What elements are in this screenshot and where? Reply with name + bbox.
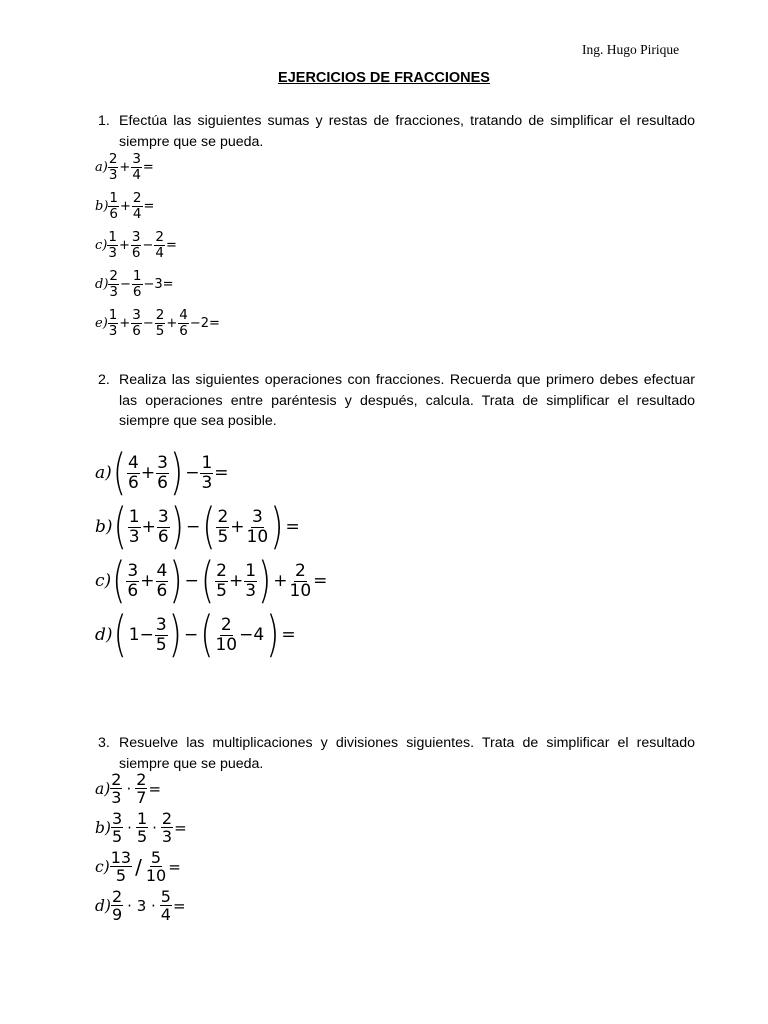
fraction	[108, 269, 119, 299]
exercise-label: c)	[95, 571, 112, 591]
numerator: 1	[108, 229, 117, 245]
fraction	[131, 230, 142, 260]
operator: +	[140, 571, 155, 591]
fraction	[214, 616, 238, 654]
denominator: 10	[215, 634, 238, 655]
exercise-3a	[95, 771, 162, 807]
exercise-label: a)	[95, 159, 108, 175]
operator: =	[172, 896, 186, 915]
operator: −	[120, 276, 131, 292]
operator: +	[166, 315, 178, 331]
denominator: 6	[128, 472, 139, 493]
denominator: 3	[201, 472, 213, 493]
exercise-label: b)	[95, 198, 109, 214]
fraction	[110, 849, 132, 885]
fraction	[160, 888, 172, 924]
right-parenthesis: )	[266, 606, 280, 664]
denominator: 5	[216, 580, 227, 601]
fraction	[244, 562, 257, 600]
operator: =	[281, 625, 296, 645]
operator: −	[142, 237, 154, 253]
section-number: 1.	[98, 113, 110, 129]
denominator: 5	[111, 827, 123, 847]
exercise-label: d)	[95, 896, 111, 915]
operator: · 3 ·	[127, 896, 156, 915]
exercise-3b	[95, 810, 188, 846]
numerator: 3	[111, 809, 123, 828]
denominator: 3	[128, 526, 140, 547]
numerator: 3	[127, 561, 139, 582]
operator: ·	[126, 779, 132, 798]
operator: =	[313, 571, 328, 591]
operator: +	[228, 571, 244, 591]
denominator: 3	[108, 244, 117, 261]
numerator: 1	[132, 268, 142, 284]
denominator: 6	[179, 322, 188, 339]
operator: +	[141, 517, 156, 537]
fraction	[108, 308, 119, 338]
numerator: 4	[128, 453, 139, 474]
exercise-2b	[95, 498, 301, 556]
left-parenthesis: (	[200, 552, 215, 610]
numerator: 1	[128, 507, 140, 528]
operator: +	[120, 198, 131, 214]
operator: +	[230, 517, 245, 537]
right-parenthesis: )	[170, 498, 184, 556]
denominator: 6	[127, 580, 139, 601]
numerator: 2	[217, 507, 229, 528]
left-parenthesis: (	[202, 498, 216, 556]
denominator: 10	[246, 526, 269, 547]
operator: +	[273, 571, 288, 591]
denominator: 3	[108, 166, 118, 183]
operator: =	[174, 818, 187, 837]
numerator: 3	[131, 229, 141, 245]
operator: +	[140, 463, 156, 483]
numerator: 2	[294, 561, 306, 582]
fraction	[110, 771, 122, 807]
section-3-instruction	[98, 733, 695, 774]
exercise-1e	[95, 308, 221, 338]
operator: ·	[152, 818, 157, 837]
denominator: 6	[131, 244, 141, 261]
numerator: 2	[111, 770, 122, 789]
operator: ·	[127, 818, 132, 837]
exercise-1c	[95, 230, 178, 260]
numerator: 1	[109, 190, 118, 206]
fraction	[289, 562, 313, 600]
left-parenthesis: (	[200, 606, 214, 664]
fraction	[246, 508, 270, 546]
denominator: 3	[108, 322, 118, 339]
document-title-text: EJERCICIOS DE FRACCIONES	[278, 70, 490, 86]
fraction	[161, 810, 173, 846]
operator: =	[148, 779, 162, 798]
exercise-label: d)	[95, 625, 113, 645]
fraction	[155, 308, 166, 338]
denominator: 5	[136, 827, 148, 847]
denominator: 5	[115, 866, 126, 886]
denominator: 5	[217, 526, 229, 547]
numerator: 4	[179, 307, 188, 323]
author-name: Ing. Hugo Pirique	[582, 42, 680, 57]
exercise-label: d)	[95, 276, 109, 292]
fraction	[108, 152, 119, 182]
right-parenthesis: )	[258, 552, 272, 610]
numerator: 3	[157, 507, 169, 528]
right-parenthesis: )	[169, 444, 184, 502]
operator: =	[285, 517, 300, 537]
denominator: 5	[155, 322, 165, 339]
fraction	[157, 508, 170, 546]
exercise-label: a)	[95, 779, 111, 798]
operator: −	[185, 517, 201, 537]
fraction	[126, 562, 139, 600]
fraction	[135, 771, 147, 807]
fraction	[131, 308, 142, 338]
fraction	[215, 562, 228, 600]
denominator: 7	[136, 788, 147, 808]
denominator: 5	[155, 634, 167, 655]
fraction	[111, 888, 123, 924]
numerator: 2	[161, 809, 173, 828]
section-2-instruction	[98, 370, 695, 432]
denominator: 3	[111, 788, 122, 808]
instruction-text: Efectúa las siguientes sumas y restas de fracciones, tratando de simplificar el resultado siempre que se pueda.	[119, 113, 695, 150]
denominator: 3	[161, 827, 173, 847]
operator: =	[142, 159, 154, 175]
numerator: 2	[155, 229, 164, 245]
fraction	[200, 454, 213, 492]
document-title	[0, 70, 768, 86]
fraction	[131, 152, 142, 182]
denominator: 9	[111, 905, 123, 925]
denominator: 4	[160, 905, 171, 925]
numerator: 2	[132, 190, 142, 206]
fraction	[132, 191, 143, 221]
exercise-3c	[95, 849, 182, 885]
numerator: 1	[201, 453, 213, 474]
denominator: 10	[145, 866, 167, 886]
fraction	[107, 230, 118, 260]
instruction-text: Resuelve las multiplicaciones y divisiones siguientes. Trata de simplificar el resultado siempre que se pueda.	[119, 735, 695, 772]
operator: −4	[239, 625, 265, 645]
operator: =	[165, 237, 177, 253]
denominator: 3	[109, 283, 118, 300]
denominator: 6	[109, 205, 118, 222]
section-1-instruction	[98, 111, 695, 152]
denominator: 6	[157, 526, 169, 547]
section-number: 3.	[98, 735, 110, 751]
fraction	[145, 849, 167, 885]
numerator: 3	[155, 615, 167, 636]
denominator: 6	[156, 580, 168, 601]
operator: −	[184, 571, 199, 591]
denominator: 3	[245, 580, 257, 601]
numerator: 2	[220, 615, 232, 636]
numerator: 3	[132, 307, 141, 323]
exercise-label: b)	[95, 517, 113, 537]
numerator: 2	[111, 887, 123, 906]
left-parenthesis: (	[113, 606, 127, 664]
operator: /	[135, 854, 142, 879]
denominator: 4	[132, 166, 141, 183]
denominator: 6	[132, 283, 142, 300]
fraction	[127, 454, 140, 492]
exercise-1b	[95, 191, 155, 221]
exercise-label: b)	[95, 818, 111, 837]
exercise-2c	[95, 552, 328, 610]
left-parenthesis: (	[113, 498, 127, 556]
fraction	[154, 230, 165, 260]
fraction	[128, 508, 141, 546]
numerator: 5	[150, 848, 162, 867]
numerator: 3	[157, 453, 168, 474]
fraction	[156, 454, 169, 492]
denominator: 4	[155, 244, 164, 261]
numerator: 2	[136, 770, 147, 789]
numerator: 4	[156, 561, 168, 582]
exercise-2d	[95, 606, 297, 664]
operator: =	[168, 857, 181, 876]
numerator: 5	[160, 887, 171, 906]
fraction	[178, 308, 189, 338]
fraction	[111, 810, 123, 846]
fraction	[132, 269, 143, 299]
operator: =	[214, 463, 229, 483]
operator: =	[143, 198, 155, 214]
operator: +	[119, 315, 131, 331]
numerator: 2	[216, 561, 227, 582]
left-parenthesis: (	[112, 444, 127, 502]
numerator: 2	[109, 268, 118, 284]
fraction	[136, 810, 148, 846]
denominator: 6	[132, 322, 141, 339]
operator: 1−	[128, 625, 154, 645]
numerator: 13	[110, 848, 132, 867]
numerator: 3	[251, 507, 263, 528]
exercise-label: a)	[95, 463, 112, 483]
exercise-label: c)	[95, 857, 110, 876]
instruction-text: Realiza las siguientes operaciones con fracciones. Recuerda que primero debes efectuar las operaciones entre paréntesis y después, calcula. Trata de simplificar el resultado siempre que sea posible.	[119, 372, 695, 429]
numerator: 1	[136, 809, 148, 828]
numerator: 2	[108, 151, 118, 167]
exercise-label: e)	[95, 315, 108, 331]
operator: +	[118, 237, 130, 253]
exercise-3d	[95, 888, 187, 924]
operator: −2=	[189, 315, 220, 331]
exercise-2a	[95, 444, 230, 502]
exercise-1a	[95, 152, 155, 182]
numerator: 2	[155, 307, 165, 323]
fraction	[216, 508, 229, 546]
fraction	[108, 191, 119, 221]
operator: −3=	[143, 276, 174, 292]
numerator: 1	[245, 561, 257, 582]
fraction	[155, 616, 168, 654]
operator: −	[142, 315, 154, 331]
denominator: 10	[289, 580, 312, 601]
exercise-label: c)	[95, 237, 108, 253]
right-parenthesis: )	[169, 552, 183, 610]
denominator: 4	[132, 205, 142, 222]
section-number: 2.	[98, 372, 110, 388]
fraction	[156, 562, 169, 600]
numerator: 3	[132, 151, 141, 167]
denominator: 6	[157, 472, 168, 493]
left-parenthesis: (	[112, 552, 126, 610]
operator: −	[183, 625, 199, 645]
operator: +	[119, 159, 131, 175]
right-parenthesis: )	[270, 498, 284, 556]
operator: −	[185, 463, 200, 483]
exercise-1d	[95, 269, 175, 299]
numerator: 1	[108, 307, 118, 323]
right-parenthesis: )	[168, 606, 182, 664]
